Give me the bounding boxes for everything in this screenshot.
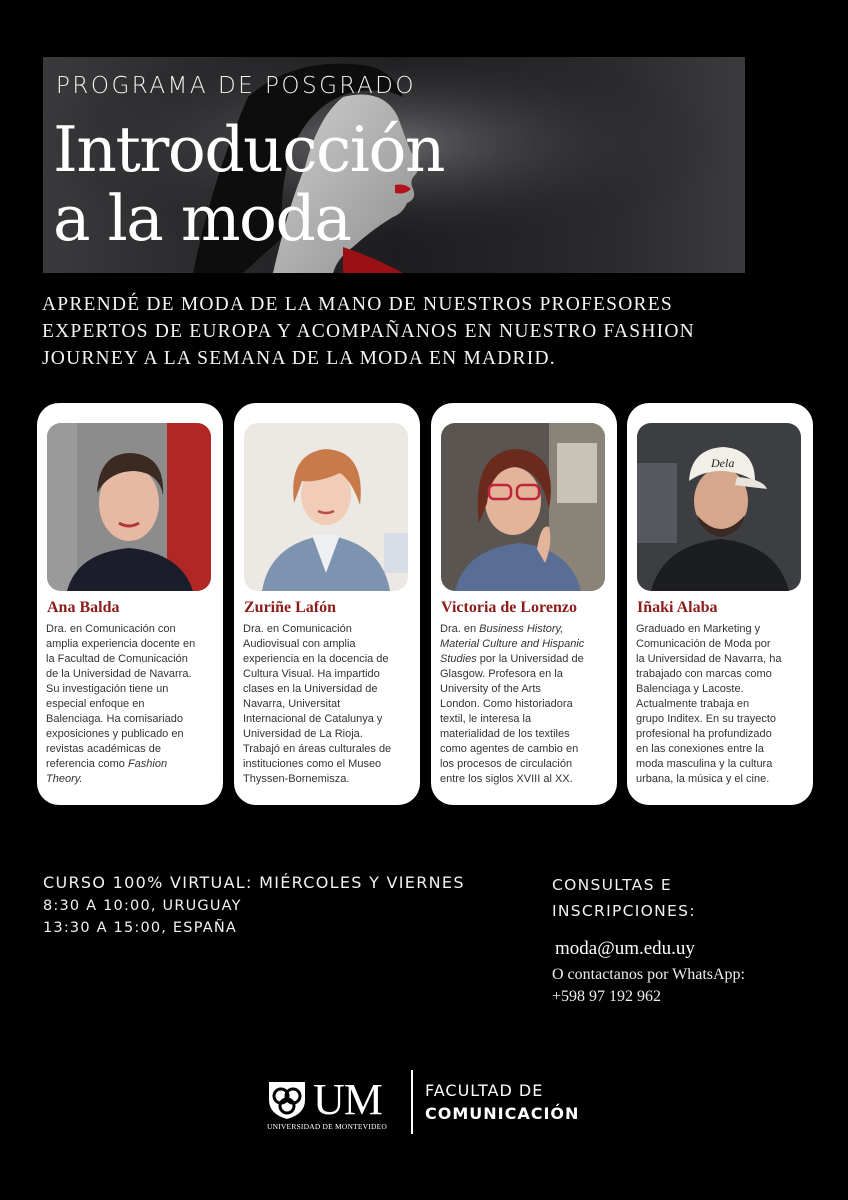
contact-email-link[interactable]: moda@um.edu.uy — [555, 938, 695, 959]
professor-card-inaki-alaba — [627, 403, 813, 805]
tagline-line-2: EXPERTOS DE EUROPA Y ACOMPAÑANOS EN NUESTRO FASHION — [42, 321, 695, 342]
university-abbr: UM — [313, 1075, 382, 1124]
professor-photo — [244, 423, 408, 591]
professor-name: Zuriñe Lafón — [244, 599, 337, 616]
professor-card-victoria-de-lorenzo — [431, 403, 617, 805]
hero-banner — [43, 57, 745, 273]
course-schedule — [43, 873, 465, 936]
professor-name: Victoria de Lorenzo — [441, 599, 577, 616]
professor-bio: Dra. en Comunicación Audiovisual con amplia experiencia en la docencia de Cultura Visual. Ha impartido clases en la Universidad de Navarra, Universitat Internacional de Catalunya y Universidad de La Rioja. Trabajó en áreas culturales de instituciones como el Museo Thyssen-Bornemisza. — [243, 623, 392, 785]
university-full-name: UNIVERSIDAD DE MONTEVIDEO — [267, 1122, 387, 1131]
professor-photo — [47, 423, 211, 591]
contact-label: CONSULTAS E INSCRIPCIONES: — [552, 876, 696, 920]
professor-card-ana-balda — [37, 403, 223, 805]
tagline — [42, 291, 762, 372]
professor-card-zurine-lafon — [234, 403, 420, 805]
professor-name: Iñaki Alaba — [637, 599, 718, 616]
title-line-2: a la moda — [53, 182, 351, 255]
tagline-line-1: APRENDÉ DE MODA DE LA MANO DE NUESTROS PROFESORES — [42, 294, 673, 315]
professor-bio: Graduado en Marketing y Comunicación de Moda por la Universidad de Navarra, ha trabajado con marcas como Balenciaga y Lacoste. Actualmente trabaja en grupo Inditex. En su trayecto profesional ha profundizado en las conexiones entre la moda masculina y la cultura urbana, la música y el cine. — [636, 623, 782, 785]
professor-photo — [441, 423, 605, 591]
schedule-time-spain: 13:30 A 15:00, ESPAÑA — [43, 920, 237, 936]
faculty-name: FACULTAD DE COMUNICACIÓN — [425, 1081, 580, 1123]
schedule-days: CURSO 100% VIRTUAL: MIÉRCOLES Y VIERNES — [43, 873, 465, 892]
university-shield-icon — [267, 1080, 307, 1120]
whatsapp-phone[interactable]: +598 97 192 962 — [552, 988, 662, 1005]
whatsapp-label: O contactanos por WhatsApp: — [552, 966, 745, 983]
program-kicker: PROGRAMA DE POSGRADO — [56, 73, 416, 99]
professor-photo — [637, 423, 801, 591]
professor-bio: Dra. en Comunicación con amplia experiencia docente en la Facultad de Comunicación de la Universidad de Navarra. Su investigación tiene un especial enfoque en Balenciaga. Ha comisariado exposiciones y publicado en revistas académicas de referencia como Fashion Theory. — [46, 623, 196, 785]
schedule-time-uruguay: 8:30 A 10:00, URUGUAY — [43, 898, 242, 914]
professor-name: Ana Balda — [47, 599, 120, 616]
tagline-line-3: JOURNEY A LA SEMANA DE LA MODA EN MADRID. — [42, 348, 556, 369]
footer-divider — [411, 1070, 413, 1134]
university-logo — [267, 1074, 407, 1136]
contact-block — [552, 872, 812, 1008]
page-title — [53, 115, 444, 253]
title-line-1: Introducción — [53, 113, 444, 186]
professor-bio: Dra. en Business History, Material Culture and Hispanic Studies por la Universidad de Glasgow. Profesora en la University of the Arts London. Como historiadora textil, le interesa la materialidad de los textiles como agentes de cambio en los procesos de circulación entre los siglos XVIII al XX. — [440, 623, 585, 785]
cap-logo-text: Dela — [711, 456, 735, 470]
